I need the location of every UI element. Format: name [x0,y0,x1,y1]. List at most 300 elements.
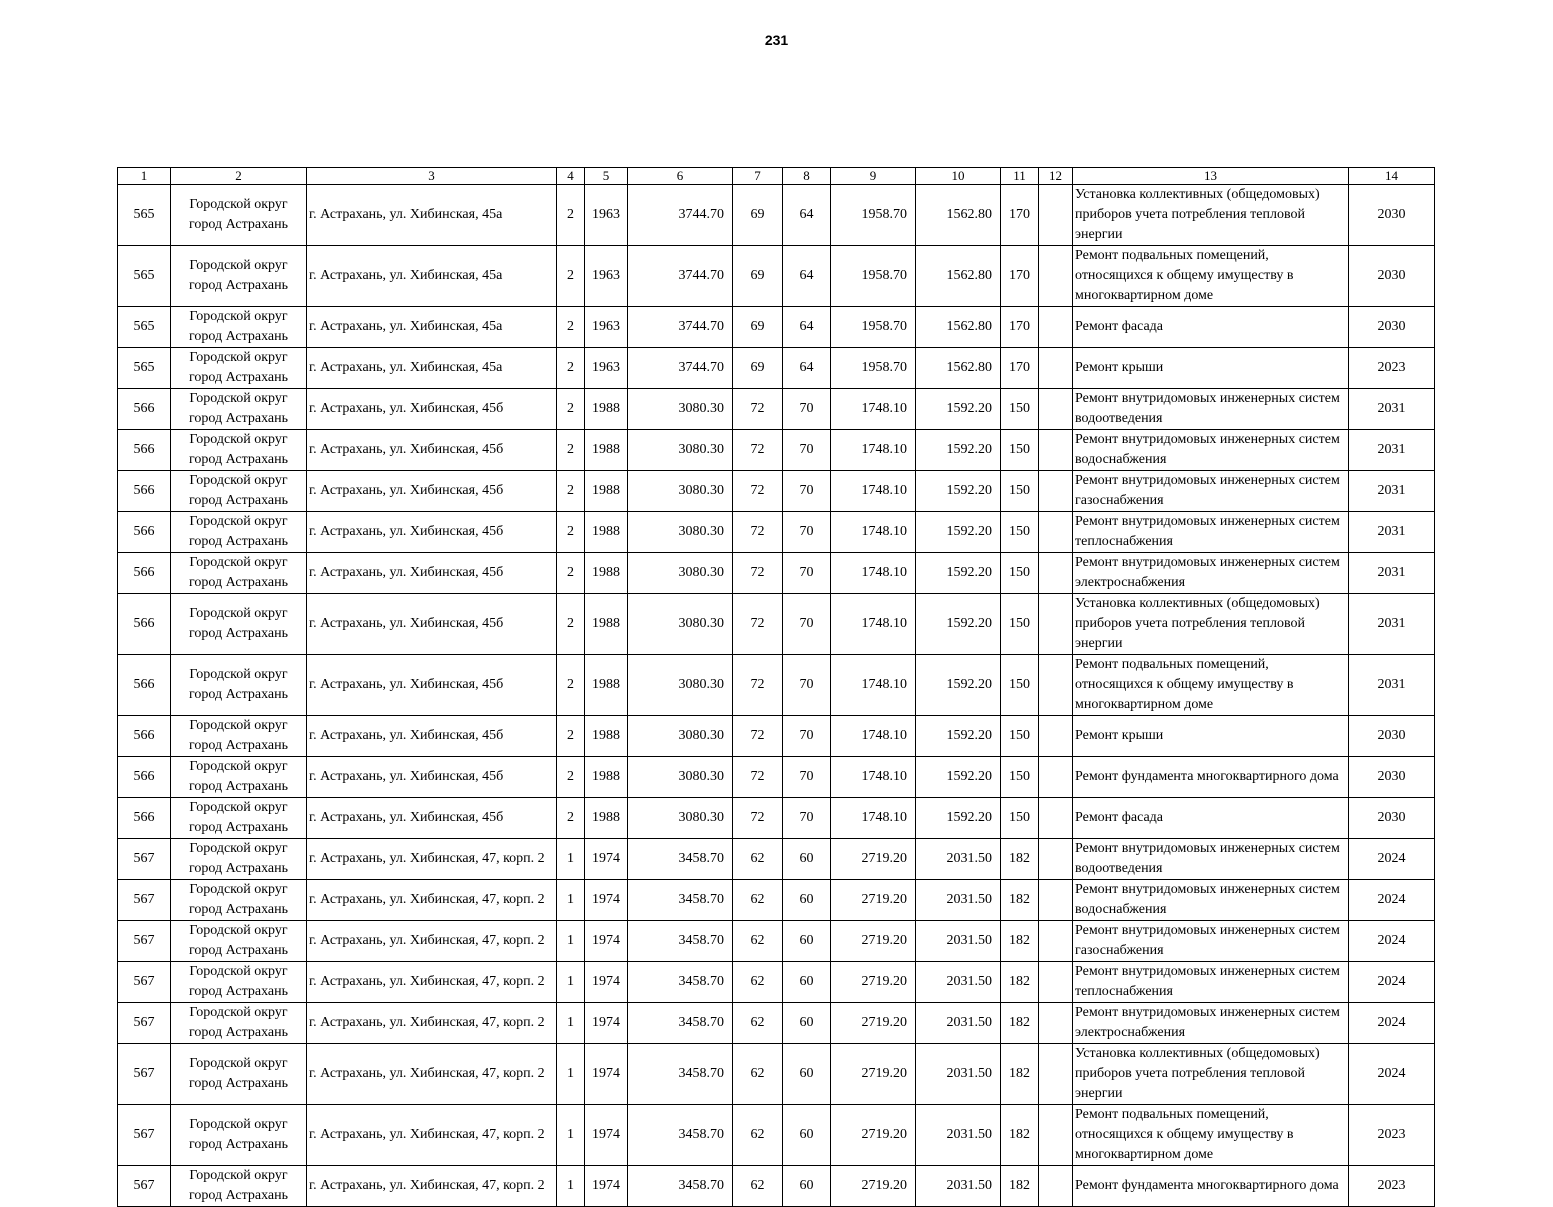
table-row [118,839,1435,880]
column-header: 13 [1073,168,1349,185]
cell-col-7: 72 [733,716,783,757]
cell-work-type: Ремонт внутридомовых инженерных систем водоотведения [1073,389,1349,430]
cell-year: 1974 [585,839,628,880]
cell-col-11: 150 [1001,594,1039,655]
cell-row-number: 567 [118,962,171,1003]
cell-col-11: 150 [1001,757,1039,798]
cell-col-10: 1562.80 [916,348,1001,389]
cell-floors: 1 [557,880,585,921]
cell-col-11: 182 [1001,839,1039,880]
cell-total-area: 3744.70 [628,246,733,307]
cell-col-12 [1039,246,1073,307]
cell-municipality: Городской округ город Астрахань [171,246,307,307]
column-header: 14 [1349,168,1435,185]
cell-municipality: Городской округ город Астрахань [171,185,307,246]
cell-col-11: 150 [1001,389,1039,430]
cell-total-area: 3080.30 [628,655,733,716]
cell-col-10: 2031.50 [916,1003,1001,1044]
cell-col-7: 62 [733,1166,783,1207]
cell-year: 1974 [585,1105,628,1166]
cell-col-8: 60 [783,839,831,880]
cell-col-8: 70 [783,512,831,553]
cell-municipality: Городской округ город Астрахань [171,798,307,839]
cell-address: г. Астрахань, ул. Хибинская, 47, корп. 2 [307,962,557,1003]
cell-col-9: 1748.10 [831,798,916,839]
cell-row-number: 567 [118,1166,171,1207]
cell-col-7: 72 [733,594,783,655]
table-row [118,185,1435,246]
cell-col-7: 72 [733,512,783,553]
table-row [118,430,1435,471]
cell-row-number: 566 [118,798,171,839]
cell-address: г. Астрахань, ул. Хибинская, 45а [307,185,557,246]
cell-row-number: 566 [118,430,171,471]
cell-address: г. Астрахань, ул. Хибинская, 47, корп. 2 [307,921,557,962]
cell-col-7: 72 [733,553,783,594]
cell-total-area: 3458.70 [628,1166,733,1207]
cell-col-11: 182 [1001,962,1039,1003]
cell-col-8: 70 [783,553,831,594]
cell-work-type: Установка коллективных (общедомовых) приборов учета потребления тепловой энергии [1073,1044,1349,1105]
cell-col-7: 62 [733,921,783,962]
cell-municipality: Городской округ город Астрахань [171,1003,307,1044]
column-header: 1 [118,168,171,185]
cell-row-number: 566 [118,594,171,655]
cell-total-area: 3458.70 [628,1105,733,1166]
cell-municipality: Городской округ город Астрахань [171,1166,307,1207]
cell-col-12 [1039,512,1073,553]
cell-col-12 [1039,594,1073,655]
cell-municipality: Городской округ город Астрахань [171,962,307,1003]
cell-year: 1974 [585,962,628,1003]
cell-floors: 2 [557,716,585,757]
cell-floors: 2 [557,757,585,798]
cell-col-12 [1039,553,1073,594]
table-row [118,307,1435,348]
cell-work-type: Ремонт внутридомовых инженерных систем водоснабжения [1073,430,1349,471]
cell-col-8: 70 [783,798,831,839]
cell-year-planned: 2023 [1349,348,1435,389]
cell-floors: 2 [557,307,585,348]
cell-municipality: Городской округ город Астрахань [171,1044,307,1105]
cell-floors: 2 [557,348,585,389]
table-row [118,655,1435,716]
cell-municipality: Городской округ город Астрахань [171,757,307,798]
cell-col-11: 182 [1001,1166,1039,1207]
cell-work-type: Установка коллективных (общедомовых) приборов учета потребления тепловой энергии [1073,594,1349,655]
cell-total-area: 3080.30 [628,716,733,757]
cell-col-12 [1039,1105,1073,1166]
cell-work-type: Ремонт фасада [1073,798,1349,839]
column-header: 9 [831,168,916,185]
cell-col-11: 150 [1001,655,1039,716]
cell-municipality: Городской округ город Астрахань [171,921,307,962]
cell-address: г. Астрахань, ул. Хибинская, 45б [307,553,557,594]
cell-work-type: Ремонт внутридомовых инженерных систем газоснабжения [1073,921,1349,962]
cell-municipality: Городской округ город Астрахань [171,839,307,880]
cell-col-10: 1562.80 [916,307,1001,348]
cell-col-8: 60 [783,1044,831,1105]
cell-total-area: 3080.30 [628,471,733,512]
cell-total-area: 3080.30 [628,594,733,655]
cell-col-9: 2719.20 [831,1044,916,1105]
cell-year: 1974 [585,880,628,921]
table-row [118,1003,1435,1044]
cell-col-9: 2719.20 [831,962,916,1003]
cell-col-12 [1039,798,1073,839]
cell-floors: 2 [557,512,585,553]
cell-row-number: 565 [118,307,171,348]
cell-col-12 [1039,430,1073,471]
cell-floors: 1 [557,839,585,880]
cell-col-10: 2031.50 [916,1105,1001,1166]
cell-floors: 2 [557,389,585,430]
cell-col-12 [1039,716,1073,757]
cell-col-10: 1592.20 [916,594,1001,655]
cell-col-11: 150 [1001,798,1039,839]
cell-col-9: 2719.20 [831,1166,916,1207]
column-header: 11 [1001,168,1039,185]
cell-col-7: 62 [733,962,783,1003]
cell-address: г. Астрахань, ул. Хибинская, 45б [307,655,557,716]
cell-address: г. Астрахань, ул. Хибинская, 47, корп. 2 [307,839,557,880]
cell-year: 1988 [585,512,628,553]
cell-col-11: 182 [1001,921,1039,962]
cell-col-8: 60 [783,921,831,962]
cell-col-9: 2719.20 [831,1003,916,1044]
cell-col-10: 1592.20 [916,757,1001,798]
table-row [118,1105,1435,1166]
table-row [118,757,1435,798]
cell-address: г. Астрахань, ул. Хибинская, 45б [307,716,557,757]
cell-col-11: 150 [1001,553,1039,594]
cell-year: 1974 [585,1166,628,1207]
cell-col-9: 1748.10 [831,553,916,594]
cell-address: г. Астрахань, ул. Хибинская, 45а [307,307,557,348]
table-row [118,921,1435,962]
cell-year: 1988 [585,553,628,594]
cell-col-9: 1748.10 [831,757,916,798]
cell-row-number: 565 [118,246,171,307]
cell-col-12 [1039,880,1073,921]
cell-row-number: 565 [118,348,171,389]
cell-year-planned: 2024 [1349,880,1435,921]
cell-col-8: 60 [783,1166,831,1207]
cell-col-9: 2719.20 [831,921,916,962]
table-row [118,389,1435,430]
cell-col-7: 72 [733,655,783,716]
cell-col-9: 1748.10 [831,389,916,430]
cell-year: 1974 [585,1044,628,1105]
cell-address: г. Астрахань, ул. Хибинская, 45б [307,512,557,553]
cell-col-12 [1039,1003,1073,1044]
cell-col-8: 70 [783,430,831,471]
cell-col-12 [1039,962,1073,1003]
cell-col-12 [1039,471,1073,512]
table-row [118,880,1435,921]
cell-municipality: Городской округ город Астрахань [171,1105,307,1166]
cell-col-10: 1592.20 [916,389,1001,430]
cell-work-type: Ремонт внутридомовых инженерных систем газоснабжения [1073,471,1349,512]
cell-municipality: Городской округ город Астрахань [171,471,307,512]
cell-address: г. Астрахань, ул. Хибинская, 45а [307,246,557,307]
cell-year-planned: 2030 [1349,757,1435,798]
cell-year: 1988 [585,430,628,471]
cell-floors: 2 [557,430,585,471]
cell-floors: 2 [557,553,585,594]
cell-col-9: 2719.20 [831,839,916,880]
table-row [118,246,1435,307]
cell-row-number: 565 [118,185,171,246]
cell-col-10: 2031.50 [916,962,1001,1003]
cell-address: г. Астрахань, ул. Хибинская, 45а [307,348,557,389]
cell-row-number: 566 [118,553,171,594]
column-header: 2 [171,168,307,185]
cell-total-area: 3458.70 [628,839,733,880]
cell-col-11: 150 [1001,430,1039,471]
cell-col-10: 1592.20 [916,655,1001,716]
cell-col-9: 1748.10 [831,594,916,655]
cell-col-7: 69 [733,307,783,348]
cell-col-10: 1592.20 [916,430,1001,471]
cell-year: 1963 [585,307,628,348]
column-header: 5 [585,168,628,185]
cell-col-7: 72 [733,757,783,798]
cell-col-11: 170 [1001,185,1039,246]
cell-total-area: 3744.70 [628,307,733,348]
cell-address: г. Астрахань, ул. Хибинская, 45б [307,430,557,471]
cell-floors: 1 [557,921,585,962]
cell-col-9: 1958.70 [831,307,916,348]
cell-municipality: Городской округ город Астрахань [171,594,307,655]
cell-year: 1988 [585,389,628,430]
cell-col-7: 69 [733,348,783,389]
cell-year-planned: 2031 [1349,594,1435,655]
cell-col-12 [1039,921,1073,962]
cell-address: г. Астрахань, ул. Хибинская, 47, корп. 2 [307,1003,557,1044]
cell-year: 1963 [585,348,628,389]
cell-year-planned: 2031 [1349,655,1435,716]
cell-year-planned: 2030 [1349,716,1435,757]
cell-year-planned: 2031 [1349,553,1435,594]
cell-col-12 [1039,839,1073,880]
cell-col-7: 72 [733,389,783,430]
cell-col-10: 1592.20 [916,798,1001,839]
cell-total-area: 3458.70 [628,1003,733,1044]
cell-work-type: Ремонт внутридомовых инженерных систем теплоснабжения [1073,962,1349,1003]
cell-col-12 [1039,757,1073,798]
cell-row-number: 567 [118,1044,171,1105]
cell-floors: 1 [557,1044,585,1105]
cell-total-area: 3080.30 [628,553,733,594]
cell-row-number: 566 [118,471,171,512]
cell-year-planned: 2024 [1349,921,1435,962]
cell-col-8: 60 [783,1105,831,1166]
cell-col-8: 64 [783,185,831,246]
cell-address: г. Астрахань, ул. Хибинская, 47, корп. 2 [307,1166,557,1207]
cell-total-area: 3080.30 [628,798,733,839]
cell-col-10: 1562.80 [916,246,1001,307]
cell-col-8: 60 [783,880,831,921]
cell-work-type: Ремонт подвальных помещений, относящихся к общему имуществу в многоквартирном доме [1073,1105,1349,1166]
cell-municipality: Городской округ город Астрахань [171,655,307,716]
cell-address: г. Астрахань, ул. Хибинская, 47, корп. 2 [307,880,557,921]
cell-col-9: 1748.10 [831,471,916,512]
table-row [118,1044,1435,1105]
cell-year: 1963 [585,246,628,307]
cell-col-10: 2031.50 [916,921,1001,962]
cell-col-8: 70 [783,716,831,757]
cell-col-8: 64 [783,307,831,348]
cell-col-9: 2719.20 [831,880,916,921]
cell-row-number: 566 [118,716,171,757]
column-header: 4 [557,168,585,185]
cell-floors: 2 [557,185,585,246]
cell-col-8: 70 [783,757,831,798]
cell-row-number: 566 [118,389,171,430]
column-header: 12 [1039,168,1073,185]
cell-col-12 [1039,655,1073,716]
cell-total-area: 3744.70 [628,185,733,246]
cell-year: 1974 [585,1003,628,1044]
cell-floors: 1 [557,1105,585,1166]
cell-total-area: 3080.30 [628,389,733,430]
cell-col-12 [1039,389,1073,430]
table-row [118,512,1435,553]
cell-col-7: 62 [733,839,783,880]
cell-col-7: 62 [733,1105,783,1166]
cell-year-planned: 2031 [1349,430,1435,471]
cell-year-planned: 2031 [1349,471,1435,512]
cell-col-7: 62 [733,1003,783,1044]
cell-col-10: 2031.50 [916,1044,1001,1105]
cell-col-10: 1592.20 [916,553,1001,594]
cell-work-type: Ремонт фасада [1073,307,1349,348]
cell-year-planned: 2023 [1349,1105,1435,1166]
cell-col-7: 69 [733,185,783,246]
cell-col-12 [1039,185,1073,246]
cell-year: 1963 [585,185,628,246]
cell-col-11: 182 [1001,880,1039,921]
cell-col-10: 2031.50 [916,880,1001,921]
cell-year: 1988 [585,594,628,655]
cell-year-planned: 2024 [1349,1003,1435,1044]
cell-col-9: 1748.10 [831,716,916,757]
cell-floors: 2 [557,246,585,307]
cell-col-9: 1748.10 [831,655,916,716]
cell-col-9: 1958.70 [831,185,916,246]
page-number: 231 [764,32,789,48]
cell-floors: 2 [557,655,585,716]
cell-col-12 [1039,1166,1073,1207]
cell-col-10: 1592.20 [916,471,1001,512]
cell-col-10: 2031.50 [916,1166,1001,1207]
cell-work-type: Установка коллективных (общедомовых) приборов учета потребления тепловой энергии [1073,185,1349,246]
cell-work-type: Ремонт фундамента многоквартирного дома [1073,757,1349,798]
cell-row-number: 566 [118,512,171,553]
cell-year-planned: 2030 [1349,246,1435,307]
cell-col-8: 60 [783,1003,831,1044]
cell-work-type: Ремонт внутридомовых инженерных систем водоснабжения [1073,880,1349,921]
cell-col-9: 1748.10 [831,512,916,553]
table-row [118,553,1435,594]
cell-col-7: 62 [733,1044,783,1105]
cell-municipality: Городской округ город Астрахань [171,716,307,757]
cell-col-8: 64 [783,348,831,389]
cell-col-11: 182 [1001,1003,1039,1044]
cell-year: 1988 [585,798,628,839]
cell-work-type: Ремонт крыши [1073,716,1349,757]
cell-floors: 2 [557,594,585,655]
cell-col-12 [1039,1044,1073,1105]
cell-address: г. Астрахань, ул. Хибинская, 45б [307,594,557,655]
cell-year: 1988 [585,471,628,512]
cell-year-planned: 2031 [1349,512,1435,553]
table-row [118,348,1435,389]
cell-total-area: 3458.70 [628,880,733,921]
cell-col-7: 72 [733,430,783,471]
cell-year-planned: 2024 [1349,839,1435,880]
cell-col-8: 64 [783,246,831,307]
cell-year-planned: 2023 [1349,1166,1435,1207]
cell-col-10: 1562.80 [916,185,1001,246]
cell-col-8: 70 [783,389,831,430]
cell-row-number: 567 [118,880,171,921]
cell-total-area: 3458.70 [628,1044,733,1105]
cell-floors: 2 [557,798,585,839]
column-header: 8 [783,168,831,185]
cell-work-type: Ремонт подвальных помещений, относящихся к общему имуществу в многоквартирном доме [1073,655,1349,716]
header-row [118,168,1435,185]
column-header: 7 [733,168,783,185]
cell-col-11: 182 [1001,1044,1039,1105]
cell-year: 1988 [585,655,628,716]
table-row [118,594,1435,655]
cell-address: г. Астрахань, ул. Хибинская, 47, корп. 2 [307,1105,557,1166]
cell-year: 1974 [585,921,628,962]
cell-work-type: Ремонт внутридомовых инженерных систем электроснабжения [1073,1003,1349,1044]
cell-row-number: 567 [118,921,171,962]
cell-col-7: 72 [733,471,783,512]
cell-municipality: Городской округ город Астрахань [171,348,307,389]
cell-year-planned: 2024 [1349,1044,1435,1105]
cell-row-number: 566 [118,757,171,798]
cell-work-type: Ремонт внутридомовых инженерных систем электроснабжения [1073,553,1349,594]
cell-col-10: 2031.50 [916,839,1001,880]
cell-municipality: Городской округ город Астрахань [171,430,307,471]
cell-work-type: Ремонт подвальных помещений, относящихся к общему имуществу в многоквартирном доме [1073,246,1349,307]
cell-col-10: 1592.20 [916,512,1001,553]
registry-table [117,167,1435,1207]
cell-col-11: 170 [1001,348,1039,389]
cell-col-8: 60 [783,962,831,1003]
cell-row-number: 567 [118,839,171,880]
cell-work-type: Ремонт внутридомовых инженерных систем теплоснабжения [1073,512,1349,553]
cell-work-type: Ремонт внутридомовых инженерных систем водоотведения [1073,839,1349,880]
table-row [118,716,1435,757]
cell-col-9: 1958.70 [831,246,916,307]
cell-address: г. Астрахань, ул. Хибинская, 45б [307,389,557,430]
table-row [118,471,1435,512]
cell-municipality: Городской округ город Астрахань [171,880,307,921]
cell-row-number: 567 [118,1105,171,1166]
cell-col-11: 150 [1001,716,1039,757]
cell-floors: 1 [557,1003,585,1044]
cell-col-8: 70 [783,655,831,716]
cell-floors: 1 [557,962,585,1003]
cell-col-11: 170 [1001,246,1039,307]
cell-year-planned: 2031 [1349,389,1435,430]
